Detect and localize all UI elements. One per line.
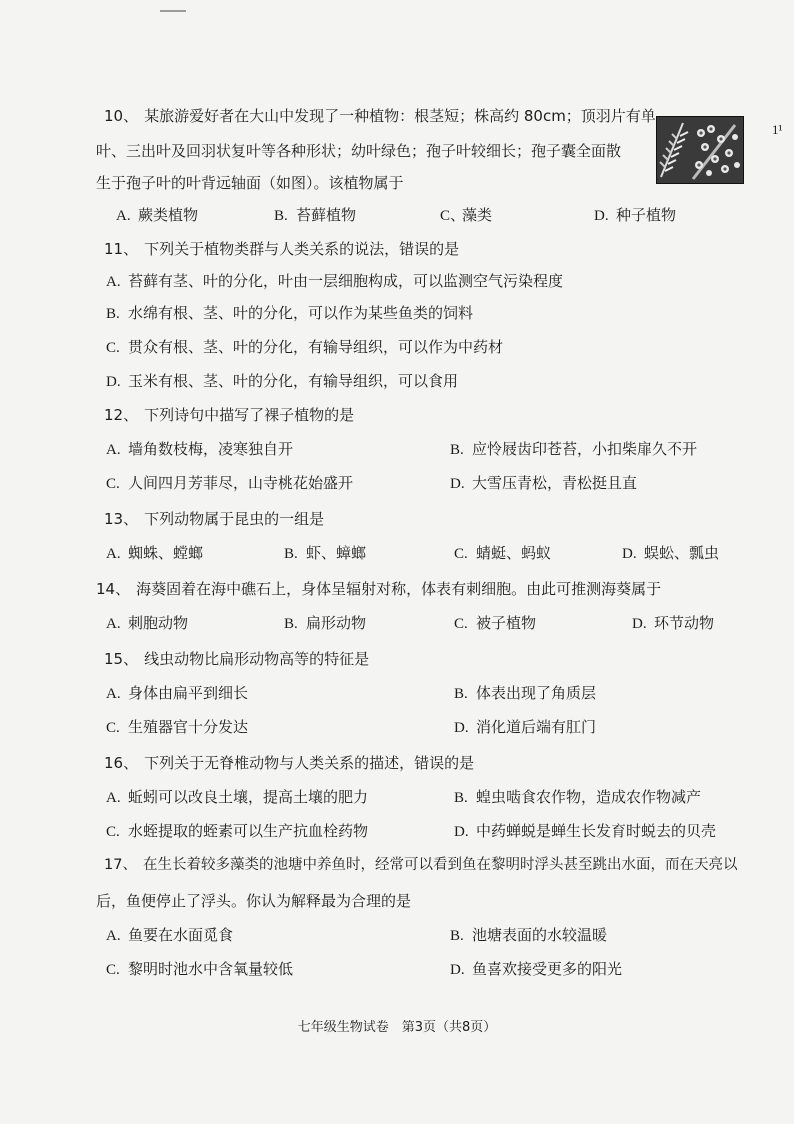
- question-number: 10、: [104, 107, 139, 125]
- question-17-line-2: 后，鱼便停止了浮头。你认为解释最为合理的是: [96, 892, 412, 910]
- question-10-line-3: 生于孢子叶的叶背远轴面（如图）。该植物属于: [96, 174, 404, 192]
- q11-option-c[interactable]: C. 贯众有根、茎、叶的分化，有输导组织，可以作为中药材: [106, 338, 504, 356]
- q10-option-d[interactable]: D. 种子植物: [594, 206, 677, 224]
- q12-option-c[interactable]: C. 人间四月芳菲尽，山寺桃花始盛开: [106, 474, 354, 492]
- q16-option-b[interactable]: B. 蝗虫啮食农作物，造成农作物减产: [454, 788, 702, 806]
- question-10-line-1: 10、 某旅游爱好者在大山中发现了一种植物：根茎短；株高约 80cm；顶羽片有单: [104, 107, 656, 125]
- q13-option-d[interactable]: D. 蜈蚣、瓢虫: [622, 544, 720, 562]
- page-footer: 七年级生物试卷 第3页（共8页）: [297, 1020, 497, 1035]
- question-10-line-2: 叶、三出叶及回羽状复叶等各种形状；幼叶绿色；孢子叶较细长；孢子囊全面散: [96, 142, 622, 160]
- question-number: 11、: [104, 240, 139, 258]
- question-number: 17、: [104, 857, 137, 873]
- fern-figure: [656, 116, 744, 184]
- q12-option-d[interactable]: D. 大雪压青松，青松挺且直: [450, 474, 638, 492]
- q14-option-a[interactable]: A. 刺胞动物: [106, 614, 189, 632]
- q13-option-a[interactable]: A. 蜘蛛、螳螂: [106, 544, 204, 562]
- q15-option-d[interactable]: D. 消化道后端有肛门: [454, 718, 597, 736]
- q11-option-a[interactable]: A. 苔藓有茎、叶的分化，叶由一层细胞构成，可以监测空气污染程度: [106, 272, 564, 290]
- question-14: 14、 海葵固着在海中礁石上，身体呈辐射对称，体表有刺细胞。由此可推测海葵属于: [96, 580, 662, 598]
- q16-option-d[interactable]: D. 中药蝉蜕是蝉生长发育时蜕去的贝壳: [454, 822, 717, 840]
- q13-option-c[interactable]: C. 蜻蜓、蚂蚁: [454, 544, 552, 562]
- q11-option-d[interactable]: D. 玉米有根、茎、叶的分化，有输导组织，可以食用: [106, 372, 459, 390]
- q16-option-c[interactable]: C. 水蛭提取的蛭素可以生产抗血栓药物: [106, 822, 369, 840]
- q13-option-b[interactable]: B. 虾、蟑螂: [284, 544, 367, 562]
- q12-option-b[interactable]: B. 应怜屐齿印苍苔，小扣柴扉久不开: [450, 440, 698, 458]
- question-11: 11、 下列关于植物类群与人类关系的说法，错误的是: [104, 240, 460, 258]
- question-12: 12、 下列诗句中描写了裸子植物的是: [104, 406, 355, 424]
- q17-option-b[interactable]: B. 池塘表面的水较温暖: [450, 926, 608, 944]
- question-13: 13、 下列动物属于昆虫的一组是: [104, 510, 325, 528]
- q15-option-c[interactable]: C. 生殖器官十分发达: [106, 718, 249, 736]
- q14-option-c[interactable]: C. 被子植物: [454, 614, 537, 632]
- question-16: 16、 下列关于无脊椎动物与人类关系的描述，错误的是: [104, 754, 475, 772]
- q12-option-a[interactable]: A. 墙角数枝梅，凌寒独自开: [106, 440, 294, 458]
- margin-mark: 1¹: [772, 122, 783, 137]
- question-number: 16、: [104, 754, 139, 772]
- question-number: 13、: [104, 510, 139, 528]
- question-number: 12、: [104, 406, 139, 424]
- question-17-line-1: 17、 在生长着较多藻类的池塘中养鱼时，经常可以看到鱼在黎明时浮头甚至跳出水面，而在天亮以: [104, 857, 738, 873]
- question-number: 14、: [96, 580, 131, 598]
- q17-option-c[interactable]: C. 黎明时池水中含氧量较低: [106, 960, 294, 978]
- q15-option-a[interactable]: A. 身体由扁平到细长: [106, 684, 249, 702]
- q11-option-b[interactable]: B. 水绵有根、茎、叶的分化，可以作为某些鱼类的饲料: [106, 304, 474, 322]
- q17-option-d[interactable]: D. 鱼喜欢接受更多的阳光: [450, 960, 623, 978]
- scan-mark: [160, 10, 186, 12]
- question-15: 15、 线虫动物比扁形动物高等的特征是: [104, 650, 370, 668]
- q14-option-d[interactable]: D. 环节动物: [632, 614, 715, 632]
- q17-option-a[interactable]: A. 鱼要在水面觅食: [106, 926, 234, 944]
- q16-option-a[interactable]: A. 蚯蚓可以改良土壤，提高土壤的肥力: [106, 788, 369, 806]
- q10-option-a[interactable]: A. 蕨类植物: [116, 206, 199, 224]
- q14-option-b[interactable]: B. 扁形动物: [284, 614, 367, 632]
- q15-option-b[interactable]: B. 体表出现了角质层: [454, 684, 597, 702]
- q10-option-c[interactable]: C、藻类: [440, 206, 493, 224]
- question-number: 15、: [104, 650, 139, 668]
- q10-option-b[interactable]: B. 苔藓植物: [274, 206, 357, 224]
